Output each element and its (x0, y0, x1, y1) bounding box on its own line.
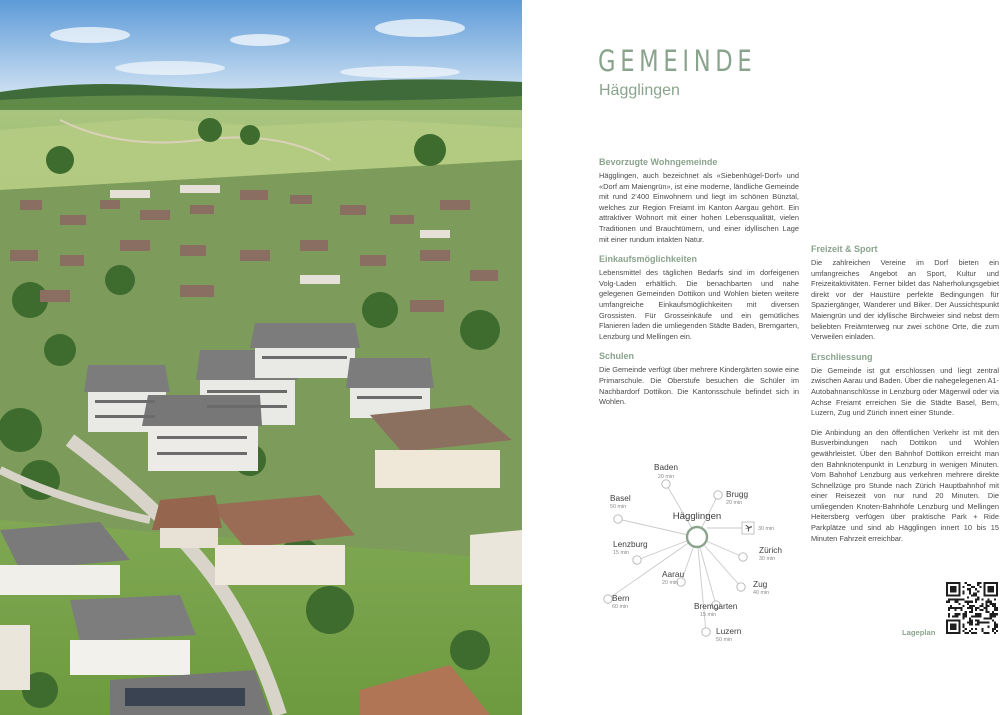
map-city-label: Lenzburg (613, 539, 648, 549)
map-city-time: 40 min (753, 590, 770, 596)
page-subtitle: Hägglingen (599, 82, 680, 99)
map-city-label: Baden (654, 462, 678, 472)
map-city-time: 20 min (726, 500, 743, 506)
hub-label: Hägglingen (672, 511, 722, 522)
text-erschliessung-1: Die Gemeinde ist gut erschlossen und liegt zentral zwischen Aarau und Baden. Über die nahegelegenen A1-Autobahnanschlüsse in Lenzburg oder Mägenwil oder via Achse Freiamt erreichen Sie die Städte Basel, Bern, Luzern, Zug und Zürich innert einer Stunde. (811, 365, 999, 418)
map-city-label: Luzern (716, 626, 742, 636)
map-node (702, 628, 710, 636)
map-city-time: 15 min (700, 612, 717, 618)
text-schulen: Die Gemeinde verfügt über mehrere Kindergärten sowie eine Primarschule. Die Oberstufe besuchen die Schüler im Nachbardorf Dottikon. Die Kantonsschule befindet sich in Wohlen. (599, 365, 799, 407)
qr-code[interactable] (946, 582, 998, 634)
map-city-time: 60 min (612, 604, 629, 610)
map-city-label: Brugg (726, 489, 749, 499)
map-city-time: 50 min (610, 504, 627, 510)
map-city-time: 15 min (613, 550, 630, 556)
map-node (737, 583, 745, 591)
map-city-label: Bremgarten (694, 601, 738, 611)
map-city-time: 20 min (657, 474, 675, 480)
map-node (614, 515, 622, 523)
map-city-label: Zug (753, 579, 768, 589)
heading-erschliessung: Erschliessung (811, 351, 873, 362)
map-city-label: Zürich (759, 545, 783, 555)
text-column-right (811, 244, 999, 553)
heading-schulen: Schulen (599, 351, 635, 362)
text-einkauf: Lebensmittel des täglichen Bedarfs sind im dorfeigenen Volg-Laden erhältlich. Die benachbarten und nahe gelegenen Gemeinden Dottikon und Wohlen bieten weitere umfangreiche Einkaufsmöglichkeiten mit diversen Grossisten. Für Grosseinkäufe und ein gemütliches Flanieren laden die umliegenden Städte Baden, Bremgarten, Lenzburg und Mellingen ein. (599, 268, 799, 341)
hub-circle (687, 527, 707, 547)
map-node (662, 480, 670, 488)
text-page (522, 0, 1000, 715)
map-node (714, 491, 722, 499)
map-node (739, 553, 747, 561)
heading-einkauf: Einkaufsmöglichkeiten (599, 254, 698, 265)
lageplan-label: Lageplan (902, 628, 936, 637)
airport-time: 30 min (758, 526, 775, 532)
distance-map (602, 456, 802, 646)
map-node (633, 556, 641, 564)
text-erschliessung-2: Die Anbindung an den öffentlichen Verkehr ist mit den Busverbindungen nach Dottikon und Wohlen gewährleistet. Über den Bahnhof Dottikon erreicht man den Bahnknotenpunkt in Lenzburg in wenigen Minuten. Vom Bahnhof Lenzburg aus verkehren mehrere direkte Schnellzüge pro Stunde nach Zürich Hauptbahnhof mit einer Reisezeit von nur rund 20 Minuten. Die umliegenden Knoten-Bahnhöfe Lenzburg und Mellingen Heitersberg verfügen über praktische Park + Ride Parkplätze und sind ab Hägglingen innert 10 bis 15 Minuten Fahrzeit erreichbar. (811, 427, 999, 543)
heading-freizeit: Freizeit & Sport (811, 244, 878, 254)
text-column-left (599, 157, 799, 417)
heading-wohngemeinde: Bevorzugte Wohngemeinde (599, 157, 718, 167)
map-city-time: 50 min (716, 637, 733, 643)
text-freizeit: Die zahlreichen Vereine im Dorf bieten ein umfangreiches Angebot an Sport, Kultur und Freizeitaktivitäten. Ferner bildet das Naherholungsgebiet direkt vor der Haustüre perfekte Bedingungen für Spaziergänger, Wanderer und Biker. Der Aussichtspunkt Maiengrün und der idyllische Birchweier sind nebst dem beliebten Freiämterweg nur zwei schöne Orte, die zum Verweilen einladen. (811, 258, 999, 342)
text-wohngemeinde: Hägglingen, auch bezeichnet als «Siebenhügel-Dorf» und «Dorf am Maiengrün», ist eine moderne, ländliche Gemeinde mit rund 2‘400 Einwohnern und liegt im schönen Bünztal, welches zur Region Freiamt im Kanton Aargau gehört. Ein attraktiver Wohnort mit einer hohen Lebensqualität, vielen Traditionen und Brauchtümern, und einer idyllischen Lage mit einer rundum intakten Natur. (599, 171, 799, 244)
map-city-label: Aarau (662, 569, 685, 579)
map-node (604, 595, 612, 603)
map-city-label: Bern (612, 593, 630, 603)
page-title: GEMEINDE (598, 44, 757, 78)
map-city-time: 30 min (759, 556, 776, 562)
map-city-time: 20 min (662, 580, 679, 586)
map-city-label: Basel (610, 493, 631, 503)
